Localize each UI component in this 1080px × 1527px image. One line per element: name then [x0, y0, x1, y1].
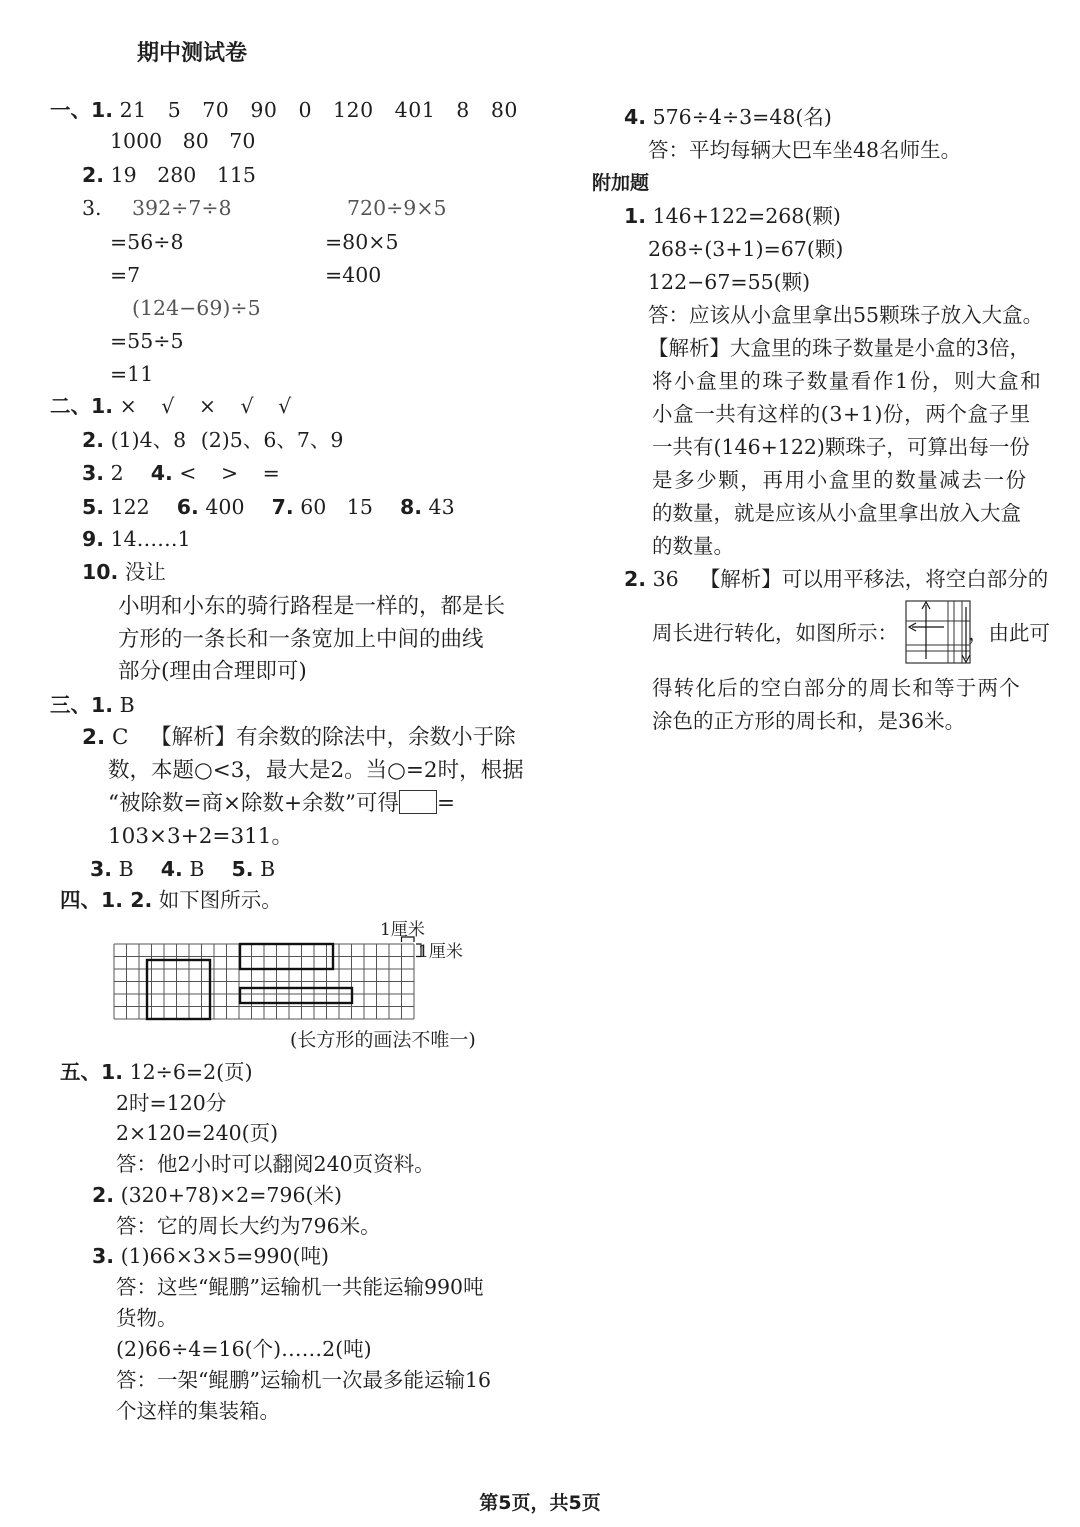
r-e1-line2: 268÷(3+1)=67(颗) — [648, 237, 844, 261]
s3-q3-label: 3. — [90, 857, 113, 881]
s2-q2-answer: (1)4、8 (2)5、6、7、9 — [110, 428, 344, 452]
s1-q2 — [82, 161, 256, 189]
grid-lines — [114, 944, 414, 1019]
r-e1-jx1 — [648, 334, 1030, 362]
s1-q1-line2: 1000 80 70 — [110, 129, 256, 153]
s3-q3-q5 — [90, 855, 275, 883]
r-e2-tag: 【解析】 — [699, 567, 782, 591]
s4-label: 四、1. 2. — [60, 888, 153, 912]
s1-q3-b2: =80×5 — [325, 230, 399, 254]
s1-q2-answer: 19 280 115 — [110, 163, 256, 187]
page-title: 期中测试卷 — [137, 41, 248, 66]
s5-q3-line4: (2)66÷4=16(个)……2(吨) — [116, 1337, 372, 1361]
s1-q1-label: 一、1. — [50, 98, 114, 122]
r-e1-jx7: 的数量。 — [652, 534, 734, 558]
r-e1-jx5: 是多少颗，再用小盒里的数量减去一份 — [652, 468, 1028, 492]
s5-q1-line1: 12÷6=2(页) — [129, 1060, 253, 1084]
s2-q6-answer: 400 — [205, 495, 245, 519]
s2-q8-answer: 43 — [428, 495, 455, 519]
s3-q2-answer: C — [111, 725, 129, 750]
s5-q3-label: 3. — [92, 1244, 115, 1268]
s3-q2 — [82, 724, 516, 752]
s2-q8-label: 8. — [399, 495, 422, 519]
s3-q5-label: 5. — [231, 857, 254, 881]
r-e1-tag: 【解析】 — [648, 336, 730, 360]
s3-q2-tag: 【解析】 — [150, 725, 237, 750]
s5-q1-line4: 答：他2小时可以翻阅240页资料。 — [116, 1152, 435, 1176]
s3-q5-answer: B — [260, 857, 276, 881]
s2-q2-label: 2. — [82, 428, 105, 452]
s2-q7-answer: 60 15 — [300, 495, 373, 519]
s5-q3 — [92, 1242, 329, 1270]
s2-q3-q4 — [82, 459, 280, 487]
r-e1-jx6: 的数量，就是应该从小盒里拿出放入大盒 — [652, 501, 1021, 525]
r-e2-line2b: ，由此可 — [968, 621, 1050, 645]
s5-q3-line3: 货物。 — [116, 1306, 178, 1330]
extra-title: 附加题 — [592, 172, 650, 194]
s2-q2 — [82, 426, 343, 454]
s3-q1 — [50, 691, 135, 719]
s2-q6-label: 6. — [176, 495, 199, 519]
s2-q1 — [50, 392, 291, 420]
r-e1-line4: 答：应该从小盒里拿出55颗珠子放入大盒。 — [648, 303, 1044, 327]
s1-q1 — [50, 96, 518, 124]
s5-q2-line2: 答：它的周长大约为796米。 — [116, 1214, 381, 1238]
s1-q2-label: 2. — [82, 163, 105, 187]
s5-q1 — [60, 1058, 253, 1086]
r-e1-jx4: 一共有(146+122)颗珠子，可算出每一份 — [652, 435, 1030, 459]
answer-blank-box — [399, 790, 437, 814]
r-e2-line2 — [652, 619, 1050, 647]
s2-q3-answer: 2 — [110, 461, 124, 485]
s2-q7-label: 7. — [271, 495, 294, 519]
s3-q3-answer: B — [118, 857, 134, 881]
r-q4-label: 4. — [624, 105, 647, 129]
r-e1-jx3: 小盒一共有这样的(3+1)份，两个盒子里 — [652, 402, 1031, 426]
r-e2-answer: 36 — [652, 567, 679, 591]
s2-q5-answer: 122 — [110, 495, 150, 519]
s3-q1-label: 三、1. — [50, 693, 114, 717]
s5-q1-line3: 2×120=240(页) — [116, 1121, 279, 1145]
s4-header — [60, 886, 282, 914]
unit-label-side: 1厘米 — [418, 942, 463, 962]
s2-q1-answer: × √ × √ √ — [119, 394, 292, 418]
s2-q1-label: 二、1. — [50, 394, 114, 418]
r-e1 — [624, 202, 841, 230]
r-e1-label: 1. — [624, 204, 647, 228]
s3-q1-answer: B — [119, 693, 135, 717]
s3-q2-line2: 数，本题○<3，最大是2。当○=2时，根据 — [108, 758, 524, 783]
s3-q4-answer: B — [189, 857, 205, 881]
s3-q2-label: 2. — [82, 725, 106, 750]
s2-q3-label: 3. — [82, 461, 105, 485]
r-e1-jx1-text: 大盒里的珠子数量是小盒的3倍， — [730, 336, 1031, 360]
s5-q3-line6: 个这样的集装箱。 — [116, 1399, 280, 1423]
s1-q3-c2: =55÷5 — [110, 329, 184, 353]
s3-q2-line4: 103×3+2=311。 — [108, 824, 293, 849]
s5-q1-label: 五、1. — [60, 1060, 124, 1084]
s1-q3-a2: =56÷8 — [110, 230, 184, 254]
unit-bracket-side — [416, 944, 421, 957]
r-e2-line1: 可以用平移法，将空白部分的 — [781, 567, 1049, 591]
s5-q1-line2: 2时=120分 — [116, 1091, 227, 1115]
s2-q10-line3: 部分(理由合理即可) — [118, 659, 307, 684]
s5-q3-line1: (1)66×3×5=990(吨) — [120, 1244, 329, 1268]
s4-note: (长方形的画法不唯一) — [290, 1029, 476, 1051]
s1-q3-c3: =11 — [110, 362, 154, 386]
r-e1-jx2: 将小盒里的珠子数量看作1份，则大盒和 — [652, 369, 1043, 393]
r-e2-line3: 得转化后的空白部分的周长和等于两个 — [652, 676, 1021, 700]
s2-q5-label: 5. — [82, 495, 105, 519]
s2-q4-answer: < > = — [179, 461, 280, 485]
s5-q2-line1: (320+78)×2=796(米) — [120, 1183, 342, 1207]
s1-q1-line1: 21 5 70 90 0 120 401 8 80 — [119, 98, 518, 122]
s3-q2-line3b: = — [437, 791, 456, 816]
r-e1-line3: 122−67=55(颗) — [648, 270, 811, 294]
s2-q10-label: 10. — [82, 560, 119, 584]
s1-q3-b1: 720÷9×5 — [347, 196, 447, 220]
s1-q3-a3: =7 — [110, 263, 141, 287]
s1-q3-label: 3. — [82, 196, 102, 220]
r-q4-line1: 576÷4÷3=48(名) — [652, 105, 832, 129]
r-q4-line2: 答：平均每辆大巴车坐48名师生。 — [648, 138, 962, 162]
grid-drawing — [112, 918, 422, 1022]
unit-bracket-top — [402, 937, 415, 942]
s3-q2-line3a: “被除数=商×除数+余数”可得 — [108, 791, 400, 816]
s1-q3-c1: (124−69)÷5 — [132, 296, 261, 320]
s1-q3-b3: =400 — [325, 263, 382, 287]
s5-q2-label: 2. — [92, 1183, 115, 1207]
r-e2-line2a: 周长进行转化，如图所示： — [652, 621, 898, 645]
page-footer: 第5页，共5页 — [479, 1492, 601, 1514]
translation-diagram — [904, 599, 974, 665]
s2-q5-q8 — [82, 493, 455, 521]
s3-q4-label: 4. — [160, 857, 183, 881]
s5-q2 — [92, 1181, 342, 1209]
r-e2 — [624, 565, 1048, 593]
s2-q10 — [82, 558, 166, 586]
s5-q3-line2: 答：这些“鲲鹏”运输机一共能运输990吨 — [116, 1275, 484, 1299]
r-q4 — [624, 103, 832, 131]
s2-q10-line2: 方形的一条长和一条宽加上中间的曲线 — [118, 627, 484, 652]
s4-text: 如下图所示。 — [158, 888, 282, 912]
unit-label-top: 1厘米 — [380, 920, 425, 940]
rect-shape-bottom — [240, 988, 352, 1003]
s2-q9 — [82, 525, 191, 553]
r-e2-label: 2. — [624, 567, 647, 591]
s3-q2-line3 — [108, 790, 455, 818]
r-e1-line1: 146+122=268(颗) — [652, 204, 841, 228]
s2-q10-answer: 没让 — [124, 560, 166, 584]
s2-q9-label: 9. — [82, 527, 105, 551]
s2-q9-answer: 14……1 — [110, 527, 191, 551]
s2-q4-label: 4. — [150, 461, 173, 485]
s5-q3-line5: 答：一架“鲲鹏”运输机一次最多能运输16 — [116, 1368, 492, 1392]
s2-q10-line1: 小明和小东的骑行路程是一样的，都是长 — [118, 594, 506, 619]
r-e2-line4: 涂色的正方形的周长和，是36米。 — [652, 709, 966, 733]
s3-q2-line1: 有余数的除法中，余数小于除 — [236, 725, 516, 750]
s1-q3-a1: 392÷7÷8 — [132, 196, 232, 220]
